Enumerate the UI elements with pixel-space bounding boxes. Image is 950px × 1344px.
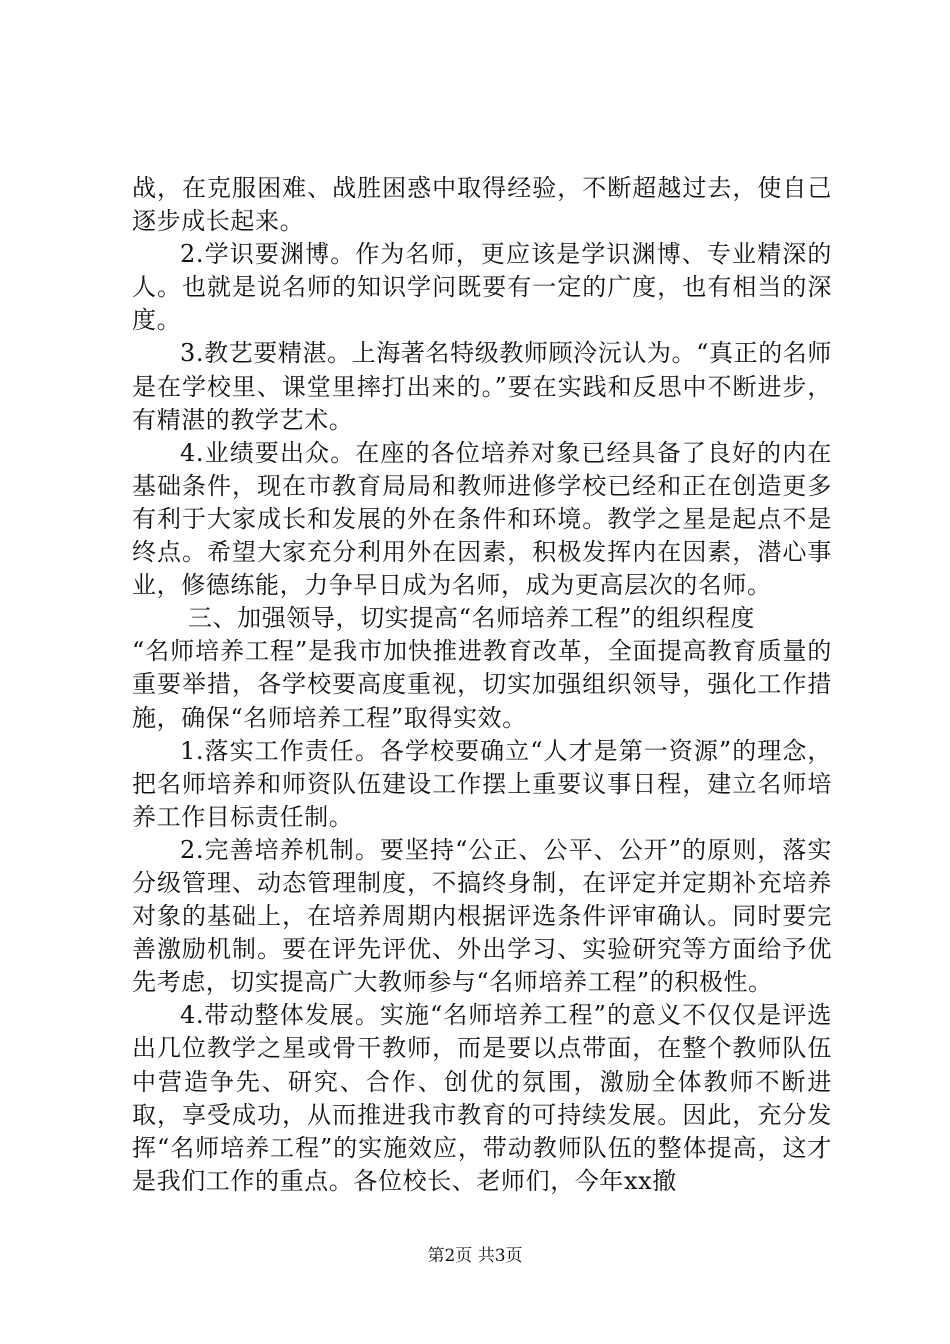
paragraph-project-importance: “名师培养工程”是我市加快推进教育改革，全面提高教育质量的重要举措，各学校要高度重视，切实加强组织领导，强化工作措施，确保“名师培养工程”取得实效。 <box>132 637 832 732</box>
page-indicator: 第2页 共3页 <box>427 1246 523 1266</box>
section-heading-leadership: 三、加强领导，切实提高“名师培养工程”的组织程度 <box>188 604 755 633</box>
paragraph-knowledge: 2.学识要渊博。作为名师，更应该是学识渊博、专业精深的人。也就是说名师的知识学问既要有一定的广度，也有相当的深度。 <box>132 240 832 335</box>
document-body <box>132 172 832 1198</box>
paragraph-overall-development: 4.带动整体发展。实施“名师培养工程”的意义不仅仅是评选出几位教学之星或骨干教师，而是要以点带面，在整个教师队伍中营造争先、研究、合作、创优的氛围，激励全体教师不断进取，享受成功，从而推进我市教育的可持续发展。因此，充分发挥“名师培养工程”的实施效应，带动教师队伍的整体提高，这才是我们工作的重点。各位校长、老师们，今年xx撤 <box>132 1001 832 1195</box>
paragraph-responsibility: 1.落实工作责任。各学校要确立“人才是第一资源”的理念，把名师培养和师资队伍建设工作摆上重要议事日程，建立名师培养工作目标责任制。 <box>132 736 832 831</box>
paragraph-continuation: 战，在克服困难、战胜困惑中取得经验，不断超越过去，使自己逐步成长起来。 <box>132 174 832 236</box>
paragraph-teaching-art: 3.教艺要精湛。上海著名特级教师顾泠沅认为。“真正的名师是在学校里、课堂里摔打出来的。”要在实践和反思中不断进步，有精湛的教学艺术。 <box>132 339 832 434</box>
paragraph-achievement: 4.业绩要出众。在座的各位培养对象已经具备了良好的内在基础条件，现在市教育局局和教师进修学校已经和正在创造更多有利于大家成长和发展的外在条件和环境。教学之星是起点不是终点。希望大家充分利用外在因素，积极发挥内在因素，潜心事业，修德练能，力争早日成为名师，成为更高层次的名师。 <box>132 438 832 600</box>
page-footer <box>0 1246 950 1266</box>
paragraph-mechanism: 2.完善培养机制。要坚持“公正、公平、公开”的原则，落实分级管理、动态管理制度，不搞终身制，在评定并定期补充培养对象的基础上，在培养周期内根据评选条件评审确认。同时要完善激励机制。要在评先评优、外出学习、实验研究等方面给予优先考虑，切实提高广大教师参与“名师培养工程”的积极性。 <box>132 835 832 997</box>
